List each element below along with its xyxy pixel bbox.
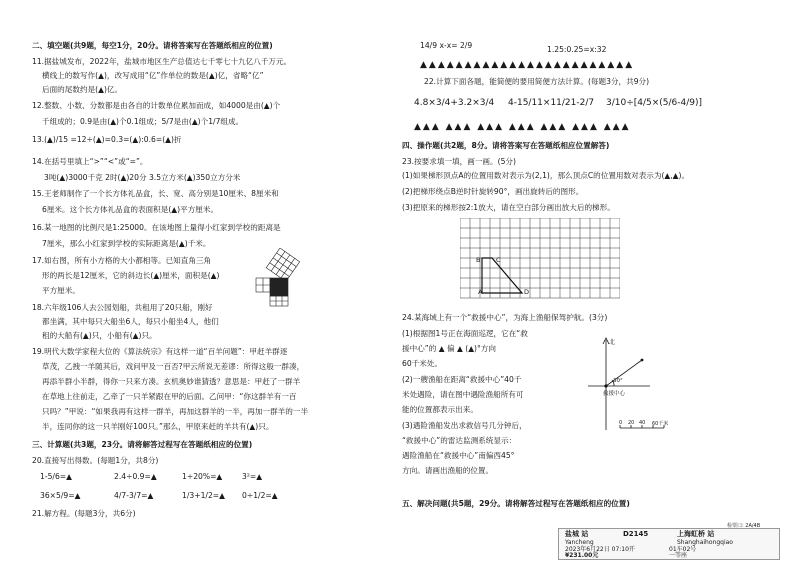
q24-part2-line2: 米处遇险，请在图中遇险渔船所有可 [402,390,524,399]
q12-line2: 千组成的；0.9是由(▲)个0.1组成；5/7是由(▲)个1/7组成。 [42,117,244,126]
vertex-label-c: C [496,256,501,264]
calc-row1-b: 2.4÷0.9=▲ [114,472,157,481]
q21: 21.解方程。(每题3分，共6分) [32,509,136,518]
q24-part3-line4: 方向。请画出渔船的位置。 [402,466,494,475]
equation-1: 14/9 x-x= 2/9 [420,41,473,50]
scale-40: 40 [639,420,646,426]
q19-line3: 再添半群小半群，得你一只来方凑。玄机奥妙谁猜透？意思是：甲赶了一群羊 [42,377,301,386]
q24-part1-line2: 援中心”的 ▲ 偏 ▲ (▲)°方向 [402,344,496,353]
ticket-gate: 检票口: 2A/4B [727,523,761,529]
q24-part2-line1: (2)一艘渔船在距离“救援中心”40千 [402,375,522,384]
q11-line2: 横线上的数写作(▲)，改写成用“亿”作单位的数是(▲)亿，省略“亿” [42,71,264,80]
north-label: 北 [609,339,616,346]
scale-20: 20 [628,420,635,426]
scale-60km: 60千米 [652,421,669,427]
q24: 24.某海域上有一个“救援中心”，为海上渔船保驾护航。(3分) [402,313,608,322]
ticket-seat: 01车02号 [669,546,697,553]
ticket-from-pinyin: Yancheng [565,539,594,546]
q24-part3-line1: (3)遇险渔船发出求救信号几分钟后， [402,421,527,430]
q13: 13.(▲)/15 =12÷(▲)=0.3=(▲):0.6=(▲)折 [32,135,182,144]
q12-line1: 12.整数、小数、分数都是由各自的计数单位累加而成，如4000是由(▲)个 [32,101,281,110]
q23: 23.按要求填一填，画一画。(5分) [402,157,516,166]
answer-placeholder-row-2: ▲▲▲ ▲▲▲ ▲▲▲ ▲▲▲ ▲▲▲ ▲▲▲ ▲▲▲ [414,122,631,132]
q23-part3: (3)把原来的梯形按2:1放大，请在空白部分画出放大后的梯形。 [402,203,615,212]
calc-row1-a: 1-5/6=▲ [40,472,72,481]
section-solve-title: 五、解决问题(共5题，29分。请将解答过程写在答题纸相应的位置) [402,499,630,508]
section-calc-title: 三、计算题(共3题，23分。请将解答过程写在答题纸相应的位置) [32,440,253,449]
q16-line1: 16.某一地图的比例尺是1:25000。在该地图上量得小红家到学校的距离是 [32,223,281,232]
q19-line6: 半，连同你的这一只羊刚好100只。”那么，甲原来赶的羊共有(▲)只。 [42,422,274,431]
calc-row2-c: 1/3+1/2=▲ [182,491,226,500]
q19-line5: 只吗？”甲说：“如果我再有这样一群羊，再加这群羊的一半，再加一群羊的一半 [42,407,309,416]
calc-row1-d: 3²=▲ [242,472,263,481]
calc-row2-a: 36×5/9=▲ [40,491,81,500]
q22: 22.计算下面各题，能简便的要用简便方法计算。(每题3分，共9分) [424,77,650,86]
q16-line2: 7厘米，那么小红家到学校的实际距离是(▲)千米。 [42,239,211,248]
train-ticket [558,523,780,560]
vertex-label-d: D [524,288,530,296]
q17-line3: 平方厘米。 [42,286,80,295]
q17-line2: 形的两长是12厘米，它的斜边长(▲)厘米，面积是(▲) [42,271,220,280]
section-operation-title: 四、操作题(共2题，8分。请将答案写在答题纸相应位置解答) [402,141,610,150]
calc-row1-c: 1÷20%=▲ [182,472,223,481]
section-fill-blank-title: 二、填空题(共9题，每空1分，20分。请将答案写在答题纸相应的位置) [32,41,273,50]
vertex-label-a: A [478,288,483,296]
q24-part2-line3: 能的位置都表示出来。 [402,405,478,414]
q14-line2: 3吨(▲)3000千克 2时(▲)20分 3.5立方米(▲)350立方分米 [44,173,241,182]
answer-placeholder-row-1: ▲▲▲▲▲▲▲▲▲▲▲▲▲▲▲▲▲▲▲▲▲▲▲▲ [420,60,635,70]
q18-line1: 18.六年级106人去公园划船，共租用了20只船，刚好 [32,303,213,312]
rescue-center-label: 救援中心 [603,391,626,397]
q14-line1: 14.在括号里填上“>”“<”或“=”。 [32,157,148,166]
q19-line4: 在草地上往前走，乙牵了一只羊紧跟在甲的后面。乙问甲：“你这群羊有一百 [42,392,297,401]
q24-part3-line2: “救援中心”的雷达监测系统显示： [402,436,517,445]
ticket-price: ¥231.00元 [565,552,599,559]
q18-line3: 租的大船有(▲)只，小船有(▲)只。 [42,331,157,340]
calc-22-1: 4.8×3/4+3.2×3/4 [414,98,495,108]
scale-0: 0 [619,420,623,426]
ticket-from: 盐城 站 [565,530,589,538]
q19-line2: 草茂，乙拽一羊随其后，戏问甲及一百否?甲云所说无差谬：所得这般一群凑， [42,362,305,371]
q17-line1: 17.如右图，所有小方格的大小都相等。已知直角三角 [32,256,212,265]
q23-part2: (2)把梯形绕点B逆时针旋转90°，画出旋转后的图形。 [402,187,584,196]
q11-line1: 11.据盐城发布，2022年，盐城市地区生产总值达七千零七十九亿八千万元。 [32,57,292,66]
ticket-class: 一等座 [669,552,688,559]
vertex-label-b: B [476,256,481,264]
angle-label: 30° [613,378,623,384]
q19-line1: 19.明代大数学家程大位的《算法统宗》有这样一道“百羊问题”：甲赶羊群逐 [32,347,288,356]
q24-part3-line3: 遇险渔船在“救援中心”南偏西45° [402,451,515,460]
q11-line3: 后面的尾数约是(▲)亿。 [42,85,123,94]
pythagoras-grid-figure [254,248,310,308]
q15-line2: 6厘米。这个长方体礼品盒的表面积是(▲)平方厘米。 [42,205,219,214]
calc-row2-b: 4/7-3/7=▲ [114,491,154,500]
q18-line2: 都坐满，其中每只大船坐6人，每只小船坐4人，他们 [42,317,219,326]
calc-22-3: 3/10÷[4/5×(5/6-4/9)] [606,98,703,108]
q24-part1-line1: (1)根据图1号正在海面巡逻，它在“救 [402,329,528,338]
equation-2: 1.25:0.25=x:32 [547,45,607,54]
ticket-train-number: D2145 [623,530,649,538]
ticket-date: 2023年6月22日 07:10开 [565,546,635,553]
calc-22-2: 4-15/11×11/21-2/7 [508,98,595,108]
ticket-to: 上海虹桥 站 [677,530,715,538]
calc-row2-d: 0÷1/2=▲ [242,491,278,500]
ticket-to-pinyin: Shanghaihongqiao [677,539,733,546]
trapezoid-grid-figure [460,218,620,300]
q24-part1-line3: 60千米处。 [402,359,443,368]
q20: 20.直接写出得数。(每题1分，共8分) [32,456,159,465]
q15-line1: 15.王老师制作了一个长方体礼品盒，长、宽、高分别是10厘米、8厘米和 [32,189,279,198]
q23-part1: (1)如果梯形顶点A的位置用数对表示为(2,1)，那么顶点C的位置用数对表示为(▲,▲)。 [402,171,690,180]
rescue-compass-figure [580,334,680,434]
